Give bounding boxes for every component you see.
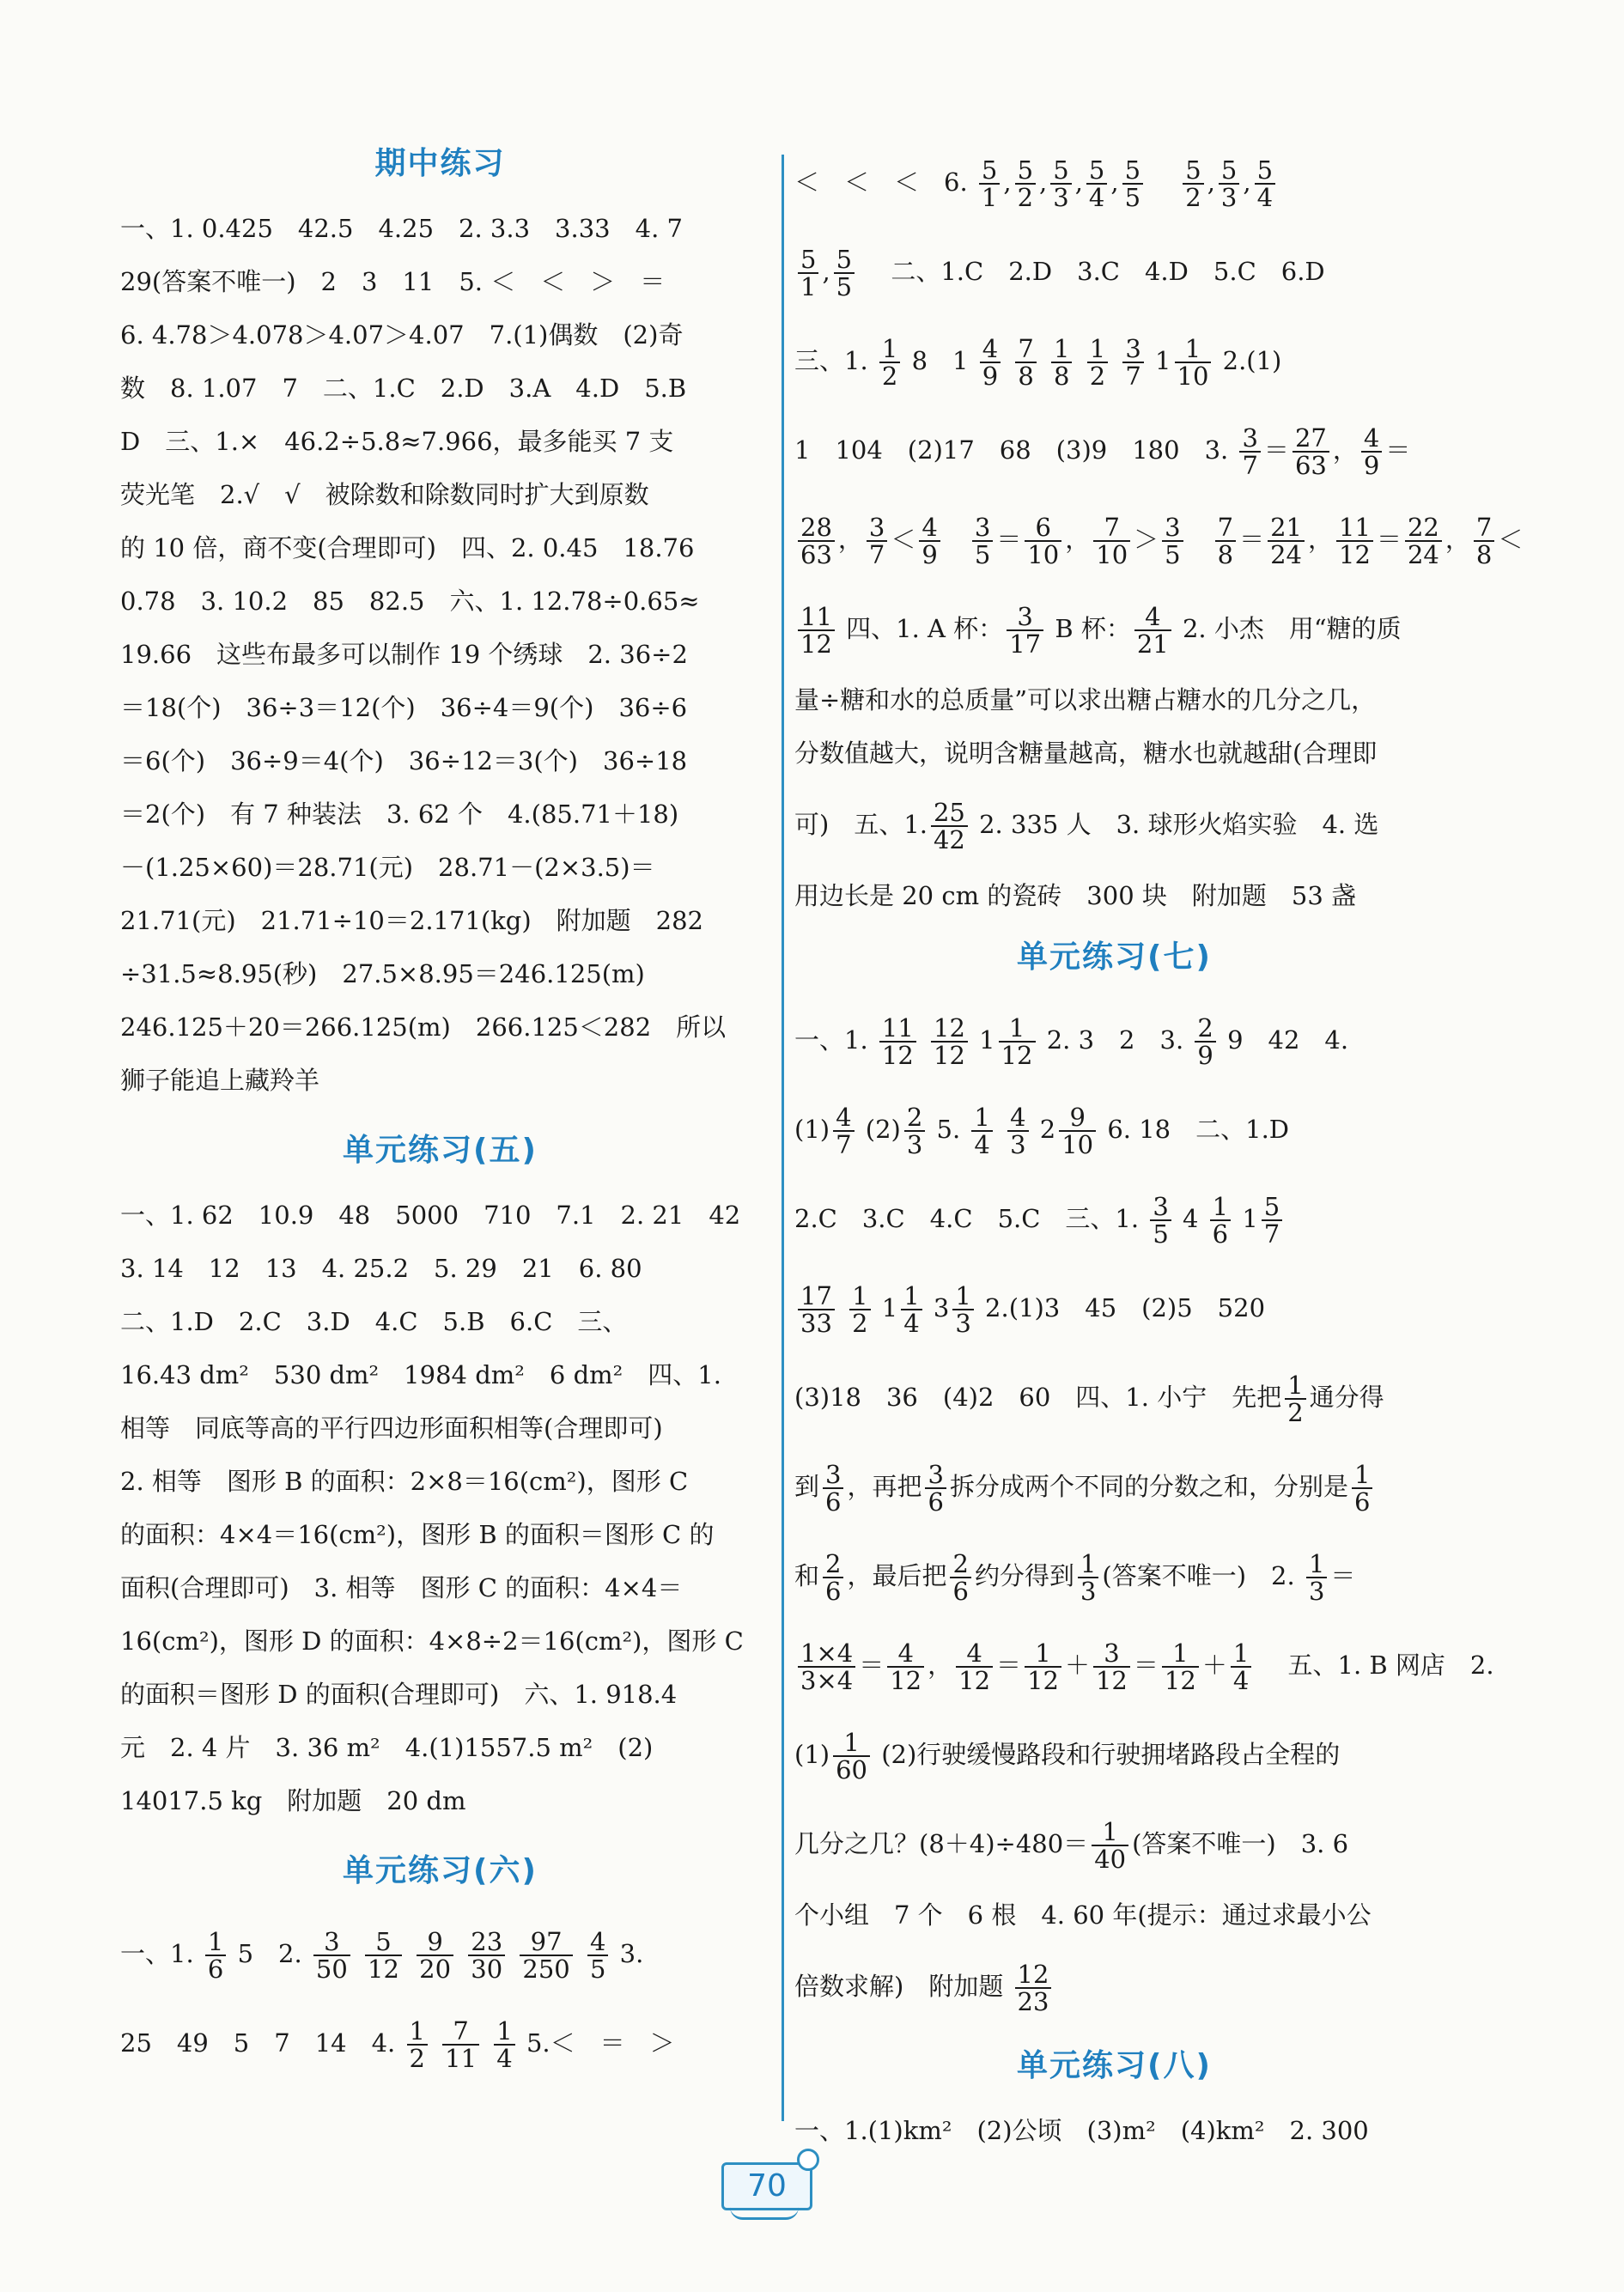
- r-line-4: 1 104 (2)17 68 (3)9 180 3. $\frac{3}{7}$ ＝ $\frac{27}{63}$ ， $\frac{4}{9}$ ＝: [794, 423, 1411, 480]
- apple-icon: [797, 2149, 819, 2171]
- fraction: $\frac{1}{12}$: [1162, 1640, 1199, 1694]
- fraction: $\frac{11}{12}$: [1336, 514, 1373, 568]
- fraction: $\frac{1}{60}$: [833, 1730, 870, 1784]
- fraction: $\frac{5}{12}$: [365, 1929, 402, 1983]
- fraction: $\frac{1}{40}$: [1092, 1819, 1128, 1873]
- fraction: $\frac{5}{3}$: [1219, 157, 1239, 211]
- fraction: $\frac{3}{7}$: [1239, 425, 1260, 479]
- answer-line: 一、1. 0.425 42.5 4.25 2. 3.3 3.33 4. 7: [120, 214, 683, 243]
- answer-line: 14017.5 kg 附加题 20 dm: [120, 1786, 466, 1815]
- fraction: $\frac{2}{6}$: [950, 1551, 970, 1605]
- unit7-line-7: 和 $\frac{2}{6}$ ，最后把 $\frac{2}{6}$ 约分得到 $\frac{1}{3}$ (答案不唯一) 2. $\frac{1}{3}$ ＝: [794, 1548, 1356, 1606]
- unit7-line-6: 到 $\frac{3}{6}$ ，再把 $\frac{3}{6}$ 拆分成两个不同的分数之和，分别是 $\frac{1}{6}$: [794, 1442, 1434, 1531]
- fraction: $\frac{3}{6}$: [823, 1462, 843, 1516]
- fraction: $\frac{4}{3}$: [1007, 1104, 1028, 1158]
- answer-line: 相等 同底等高的平行四边形面积相等(合理即可): [120, 1414, 663, 1443]
- r-line-6: $\frac{11}{12}$ 四、1. A 杯： $\frac{3}{17}$ B 杯： $\frac{4}{21}$ 2. 小杰 用“糖的质: [794, 584, 1434, 673]
- unit7-line-1: 一、1. $\frac{11}{12}$ $\frac{12}{12}$ 1 $\frac{1}{12}$ 2. 3 2 3. $\frac{2}{9}$ 9 42 4.: [794, 1012, 1349, 1070]
- fraction: $\frac{3}{12}$: [1093, 1640, 1130, 1694]
- fraction: $\frac{3}{5}$: [972, 514, 993, 568]
- answer-line: 荧光笔 2.√ √ 被除数和除数同时扩大到原数: [120, 480, 649, 509]
- fraction: $\frac{2}{3}$: [904, 1104, 925, 1158]
- section-title-unit6: 单元练习(六): [343, 1853, 538, 1888]
- fraction: $\frac{4}{9}$: [980, 336, 1001, 390]
- fraction: $\frac{27}{63}$: [1293, 425, 1329, 479]
- fraction: $\frac{7}{10}$: [1093, 514, 1130, 568]
- fraction: $\frac{7}{11}$: [442, 2018, 479, 2072]
- fraction: $\frac{1}{4}$: [494, 2018, 514, 2072]
- fraction: $\frac{1}{12}$: [999, 1015, 1036, 1069]
- fraction: $\frac{1}{3}$: [952, 1283, 973, 1337]
- fraction: $\frac{11}{12}$: [798, 604, 835, 658]
- fraction: $\frac{4}{9}$: [1361, 425, 1382, 479]
- fraction: $\frac{1}{2}$: [849, 1283, 870, 1337]
- fraction: $\frac{3}{6}$: [925, 1462, 946, 1516]
- fraction: $\frac{2}{6}$: [823, 1551, 843, 1605]
- midterm-answers: [120, 202, 760, 1107]
- fraction: $\frac{17}{33}$: [798, 1283, 835, 1337]
- answer-line: 的面积：4×4＝16(cm²)，图形 B 的面积＝图形 C 的: [120, 1520, 715, 1549]
- book-icon: [730, 2207, 799, 2220]
- unit7-line-9: (1) $\frac{1}{60}$ (2)行驶缓慢路段和行驶拥堵路段占全程的: [794, 1727, 1341, 1784]
- fraction: $\frac{1}{3}$: [1078, 1551, 1098, 1605]
- answer-line: ＝18(个) 36÷3＝12(个) 36÷4＝9(个) 36÷6: [120, 693, 688, 722]
- fraction: $\frac{12}{12}$: [931, 1015, 968, 1069]
- answer-line: ÷31.5≈8.95(秒) 27.5×8.95＝246.125(m): [120, 959, 645, 988]
- fraction: $\frac{4}{9}$: [919, 514, 940, 568]
- fraction: $\frac{9}{20}$: [417, 1929, 453, 1983]
- unit6-line-1: 一、1. $\frac{1}{6}$ 5 2. $\frac{3}{50}$ $\frac{5}{12}$ $\frac{9}{20}$ $\frac{23}{30}$ $\frac{97}{250}$ $\frac{4}{5}$ 3.: [120, 1926, 644, 1984]
- fraction: $\frac{1}{6}$: [1210, 1194, 1231, 1248]
- right-column: [794, 137, 1524, 2157]
- r-line-5: $\frac{28}{63}$ ， $\frac{3}{7}$ ＜ $\frac{4}{9}$ $\frac{3}{5}$ ＝ $\frac{6}{10}$ ， $\frac{7}{10}$ ＞ $\frac{3}{5}$ $\frac{7}{8}$ ＝ $\frac{21}{24}$ ， $\frac{11}{12}$ ＝ $\frac{22}{24}$ ， $\frac{7}{8}$ ＜: [794, 495, 1434, 584]
- fraction: $\frac{3}{17}$: [1007, 604, 1043, 658]
- fraction: $\frac{5}{5}$: [834, 246, 855, 301]
- column-divider: [782, 155, 784, 2121]
- answer-line: 6. 4.78＞4.078＞4.07＞4.07 7.(1)偶数 (2)奇: [120, 320, 684, 350]
- fraction: $\frac{3}{5}$: [1150, 1194, 1171, 1248]
- fraction: $\frac{6}{10}$: [1025, 514, 1061, 568]
- answer-line: 二、1.D 2.C 3.D 4.C 5.B 6.C 三、: [120, 1307, 628, 1336]
- fraction: $\frac{12}{23}$: [1015, 1961, 1052, 2015]
- r-line-1: ＜ ＜ ＜ 6. $\frac{5}{1}$ , $\frac{5}{2}$ , $\frac{5}{3}$ , $\frac{5}{4}$ , $\frac{5}{5}$ $\frac{5}{2}$ , $\frac{5}{3}$ , $\frac{5}{4}$: [794, 137, 1434, 227]
- fraction: $\frac{21}{24}$: [1268, 514, 1305, 568]
- fraction: $\frac{5}{4}$: [1255, 157, 1275, 211]
- unit5-answers: [120, 1189, 760, 1827]
- fraction: $\frac{1}{6}$: [1352, 1462, 1372, 1516]
- unit7-line-8: $\frac{1\times 4}{3\times 4}$ ＝ $\frac{4}{12}$ ， $\frac{4}{12}$ ＝ $\frac{1}{12}$ ＋ $\frac{3}{12}$ ＝ $\frac{1}{12}$ ＋ $\frac{1}{4}$ 五、1. B 网店 2.: [794, 1620, 1434, 1710]
- fraction: $\frac{4}{12}$: [956, 1640, 993, 1694]
- fraction: $\frac{5}{1}$: [798, 246, 818, 301]
- fraction: $\frac{7}{8}$: [1015, 336, 1036, 390]
- fraction: $\frac{1}{4}$: [1231, 1640, 1251, 1694]
- section-title-midterm: 期中练习: [374, 146, 506, 181]
- unit7-line-4: $\frac{17}{33}$ $\frac{1}{2}$ 1 $\frac{1}{4}$ 3 $\frac{1}{3}$ 2.(1)3 45 (2)5 520: [794, 1263, 1434, 1353]
- r-line-9: 可) 五、1. $\frac{25}{42}$ 2. 335 人 3. 球形火焰实验 4. 选: [794, 797, 1379, 854]
- fraction: $\frac{1}{2}$: [407, 2018, 428, 2072]
- fraction: $\frac{4}{5}$: [587, 1929, 608, 1983]
- fraction: $\frac{97}{250}$: [520, 1929, 572, 1983]
- unit7-line-11: 个小组 7 个 6 根 4. 60 年(提示：通过求最小公: [794, 1900, 1372, 1930]
- unit6-line-2: 25 49 5 7 14 4. $\frac{1}{2}$ $\frac{7}{11}$ $\frac{1}{4}$ 5.＜ ＝ ＞: [120, 2015, 675, 2073]
- fraction: $\frac{3}{7}$: [867, 514, 887, 568]
- r-line-10: 用边长是 20 cm 的瓷砖 300 块 附加题 53 盏: [794, 881, 1356, 910]
- fraction: $\frac{3}{5}$: [1162, 514, 1183, 568]
- unit7-line-3: 2.C 3.C 4.C 5.C 三、1. $\frac{3}{5}$ 4 $\frac{1}{6}$ 1 $\frac{5}{7}$: [794, 1174, 1434, 1263]
- fraction: $\frac{5}{5}$: [1122, 157, 1143, 211]
- unit7-line-10: 几分之几？(8＋4)÷480＝ $\frac{1}{40}$ (答案不唯一) 3. 6: [794, 1816, 1349, 1874]
- fraction: $\frac{5}{1}$: [979, 157, 1000, 211]
- r-line-2: $\frac{5}{1}$ , $\frac{5}{5}$ 二、1.C 2.D 3.C 4.D 5.C 6.D: [794, 227, 1434, 316]
- fraction: $\frac{9}{10}$: [1059, 1104, 1096, 1158]
- section-title-unit7: 单元练习(七): [1017, 939, 1212, 975]
- fraction: $\frac{1}{4}$: [901, 1283, 921, 1337]
- fraction: $\frac{5}{3}$: [1050, 157, 1071, 211]
- unit7-line-2: (1) $\frac{4}{7}$ (2) $\frac{2}{3}$ 5. $\frac{1}{4}$ $\frac{4}{3}$ 2 $\frac{9}{10}$ 6. 18 二、1.D: [794, 1102, 1290, 1159]
- fraction: $\frac{1}{6}$: [205, 1929, 226, 1983]
- answer-line: 面积(合理即可) 3. 相等 图形 C 的面积：4×4＝: [120, 1573, 683, 1602]
- fraction: $\frac{22}{24}$: [1405, 514, 1442, 568]
- fraction: $\frac{3}{50}$: [313, 1929, 350, 1983]
- fraction: $\frac{4}{21}$: [1134, 604, 1171, 658]
- unit7-line-12: 倍数求解) 附加题 $\frac{12}{23}$: [794, 1942, 1434, 2031]
- fraction: $\frac{1}{8}$: [1051, 336, 1072, 390]
- answer-line: 246.125＋20＝266.125(m) 266.125＜282 所以: [120, 1012, 727, 1042]
- section-title-unit5: 单元练习(五): [343, 1133, 538, 1168]
- answer-line: ＝2(个) 有 7 种装法 3. 62 个 4.(85.71＋18): [120, 799, 679, 829]
- page-number: 70: [721, 2162, 812, 2210]
- answer-line: 狮子能追上藏羚羊: [120, 1066, 320, 1095]
- answer-line: 数 8. 1.07 7 二、1.C 2.D 3.A 4.D 5.B: [120, 374, 687, 403]
- fraction: $\frac{5}{2}$: [1015, 157, 1036, 211]
- fraction: $\frac{23}{30}$: [468, 1929, 505, 1983]
- answer-line: 3. 14 12 13 4. 25.2 5. 29 21 6. 80: [120, 1254, 642, 1283]
- answer-line: 的面积＝图形 D 的面积(合理即可) 六、1. 918.4: [120, 1680, 678, 1709]
- fraction: $\frac{25}{42}$: [931, 799, 968, 854]
- fraction: $\frac{5}{2}$: [1183, 157, 1203, 211]
- fraction: $\frac{5}{4}$: [1086, 157, 1107, 211]
- answer-line: 元 2. 4 片 3. 36 m² 4.(1)1557.5 m² (2): [120, 1733, 654, 1762]
- answer-line: 19.66 这些布最多可以制作 19 个绣球 2. 36÷2: [120, 640, 688, 669]
- fraction: $\frac{1}{2}$: [879, 336, 900, 390]
- answer-line: 一、1. 62 10.9 48 5000 710 7.1 2. 21 42: [120, 1201, 741, 1230]
- fraction: $\frac{1}{4}$: [971, 1104, 992, 1158]
- fraction: $\frac{5}{7}$: [1262, 1194, 1282, 1248]
- answer-line: 16(cm²)，图形 D 的面积：4×8÷2＝16(cm²)，图形 C: [120, 1626, 744, 1656]
- fraction: $\frac{4}{12}$: [887, 1640, 924, 1694]
- fraction: $\frac{28}{63}$: [798, 514, 835, 568]
- answer-line: 21.71(元) 21.71÷10＝2.171(kg) 附加题 282: [120, 906, 704, 935]
- fraction: $\frac{1\times 4}{3\times 4}$: [798, 1640, 855, 1694]
- left-column: [120, 129, 760, 2088]
- r-line-3: 三、1. $\frac{1}{2}$ 8 1 $\frac{4}{9}$ $\frac{7}{8}$ $\frac{1}{8}$ $\frac{1}{2}$ $\frac{3}{7}$ 1 $\frac{1}{10}$ 2.(1): [794, 333, 1282, 391]
- section-title-unit8: 单元练习(八): [1017, 2048, 1212, 2083]
- r-line-8: 分数值越大，说明含糖量越高，糖水也就越甜(合理即: [794, 739, 1378, 768]
- answer-line: 的 10 倍，商不变(合理即可) 四、2. 0.45 18.76: [120, 533, 695, 562]
- fraction: $\frac{4}{7}$: [833, 1104, 854, 1158]
- r-line-7: 量÷糖和水的总质量”可以求出糖占糖水的几分之几，: [794, 685, 1377, 714]
- answer-line: 2. 相等 图形 B 的面积：2×8＝16(cm²)，图形 C: [120, 1467, 689, 1496]
- fraction: $\frac{7}{8}$: [1474, 514, 1494, 568]
- fraction: $\frac{1}{10}$: [1175, 336, 1212, 390]
- fraction: $\frac{7}{8}$: [1215, 514, 1236, 568]
- unit8-line-1: 一、1.(1)km² (2)公顷 (3)m² (4)km² 2. 300: [794, 2116, 1369, 2145]
- unit7-line-5: (3)18 36 (4)2 60 四、1. 小宁 先把 $\frac{1}{2}$ 通分得: [794, 1370, 1384, 1427]
- fraction: $\frac{1}{2}$: [1285, 1372, 1305, 1426]
- answer-line: －(1.25×60)＝28.71(元) 28.71－(2×3.5)＝: [120, 853, 655, 882]
- fraction: $\frac{1}{2}$: [1087, 336, 1108, 390]
- answer-line: 0.78 3. 10.2 85 82.5 六、1. 12.78÷0.65≈: [120, 587, 700, 616]
- answer-line: ＝6(个) 36÷9＝4(个) 36÷12＝3(个) 36÷18: [120, 746, 688, 775]
- fraction: $\frac{3}{7}$: [1122, 336, 1143, 390]
- fraction: $\frac{2}{9}$: [1195, 1015, 1215, 1069]
- fraction: $\frac{11}{12}$: [879, 1015, 916, 1069]
- answer-line: 16.43 dm² 530 dm² 1984 dm² 6 dm² 四、1.: [120, 1360, 721, 1389]
- fraction: $\frac{1}{3}$: [1306, 1551, 1327, 1605]
- answer-line: 29(答案不唯一) 2 3 11 5. ＜ ＜ ＞ ＝: [120, 267, 666, 296]
- fraction: $\frac{1}{12}$: [1025, 1640, 1061, 1694]
- answer-line: D 三、1.× 46.2÷5.8≈7.966，最多能买 7 支: [120, 427, 674, 456]
